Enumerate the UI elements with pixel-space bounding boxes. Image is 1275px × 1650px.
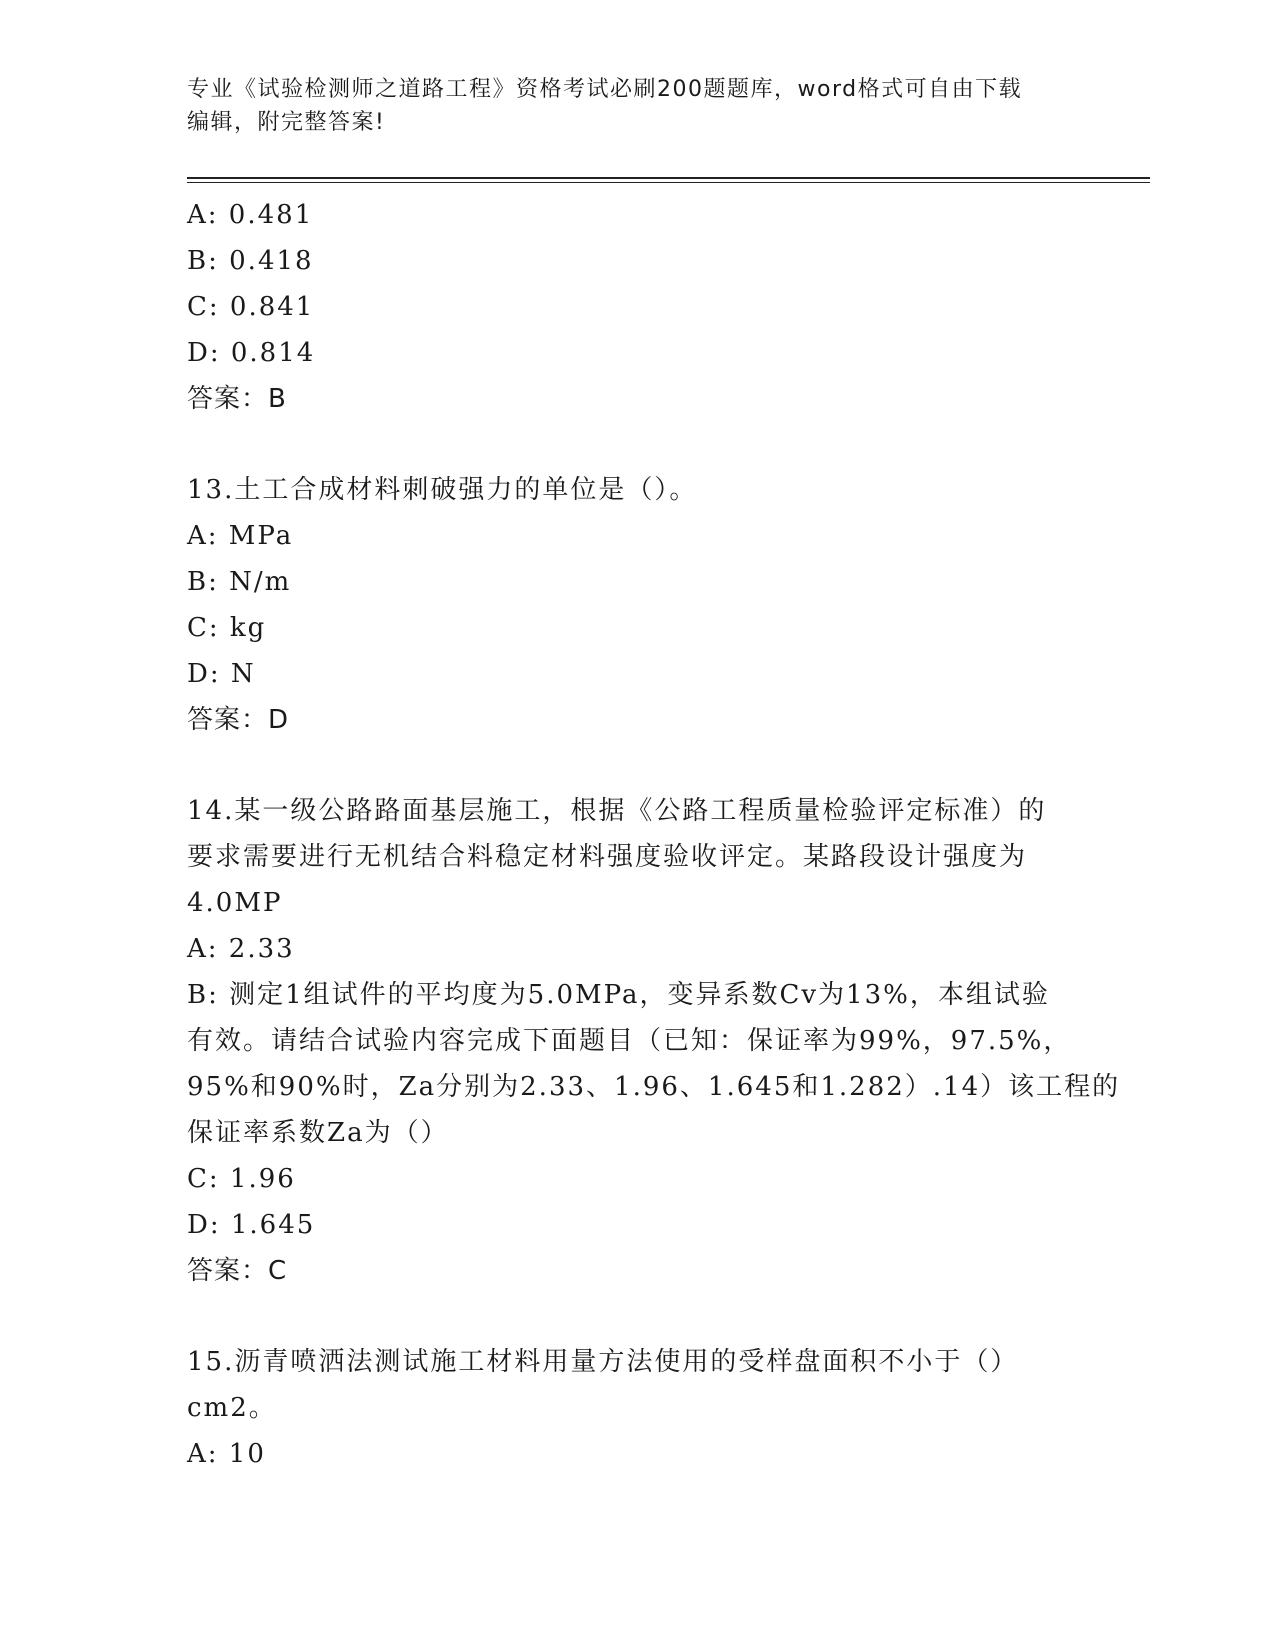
question-13 bbox=[187, 467, 1087, 743]
question-list bbox=[187, 192, 1121, 1477]
question-title: 13.土工合成材料刺破强力的单位是（）。 bbox=[187, 475, 698, 505]
header-line-1: 专业《试验检测师之道路工程》资格考试必刷200题题库，word格式可自由下载 bbox=[187, 77, 1023, 102]
question-title-line: 要求需要进行无机结合料稳定材料强度验收评定。某路段设计强度为 bbox=[187, 842, 1028, 872]
answer: 答案：C bbox=[187, 1256, 288, 1286]
question-title-line: 14.某一级公路路面基层施工，根据《公路工程质量检验评定标准）的 bbox=[187, 796, 1047, 826]
option-b: B: N/m bbox=[187, 567, 292, 597]
header-divider-top bbox=[187, 177, 1150, 179]
option-d: D: 1.645 bbox=[187, 1210, 316, 1240]
document-header bbox=[187, 73, 1067, 139]
option-d: D: 0.814 bbox=[187, 338, 316, 368]
question-15 bbox=[187, 1339, 1087, 1477]
question-title-line: 15.沥青喷洒法测试施工材料用量方法使用的受样盘面积不小于（） bbox=[187, 1347, 1019, 1377]
option-b-line: 有效。请结合试验内容完成下面题目（已知：保证率为99%，97.5%， bbox=[187, 1026, 1072, 1056]
answer: 答案：D bbox=[187, 705, 290, 735]
header-line-2: 编辑，附完整答案! bbox=[187, 110, 386, 135]
option-d: D: N bbox=[187, 659, 256, 689]
question-title-line: 4.0MP bbox=[187, 888, 283, 918]
option-b: B: 0.418 bbox=[187, 246, 314, 276]
option-c: C: kg bbox=[187, 613, 267, 643]
option-b-line: B: 测定1组试件的平均度为5.0MPa，变异系数Cv为13%，本组试验 bbox=[187, 980, 1050, 1010]
option-a: A: MPa bbox=[187, 521, 294, 551]
header-divider-bottom bbox=[187, 182, 1150, 183]
answer: 答案：B bbox=[187, 384, 287, 414]
option-a: A: 0.481 bbox=[187, 200, 314, 230]
option-a: A: 10 bbox=[187, 1439, 266, 1469]
option-b-line: 保证率系数Za为（） bbox=[187, 1118, 449, 1148]
option-b-line: 95%和90%时，Za分别为2.33、1.96、1.645和1.282）.14）该工程的 bbox=[187, 1072, 1121, 1102]
option-c: C: 0.841 bbox=[187, 292, 315, 322]
question-14 bbox=[187, 788, 1121, 1294]
question-12 bbox=[187, 192, 1087, 422]
question-title-line: cm2。 bbox=[187, 1393, 277, 1423]
option-c: C: 1.96 bbox=[187, 1164, 296, 1194]
option-a: A: 2.33 bbox=[187, 934, 295, 964]
